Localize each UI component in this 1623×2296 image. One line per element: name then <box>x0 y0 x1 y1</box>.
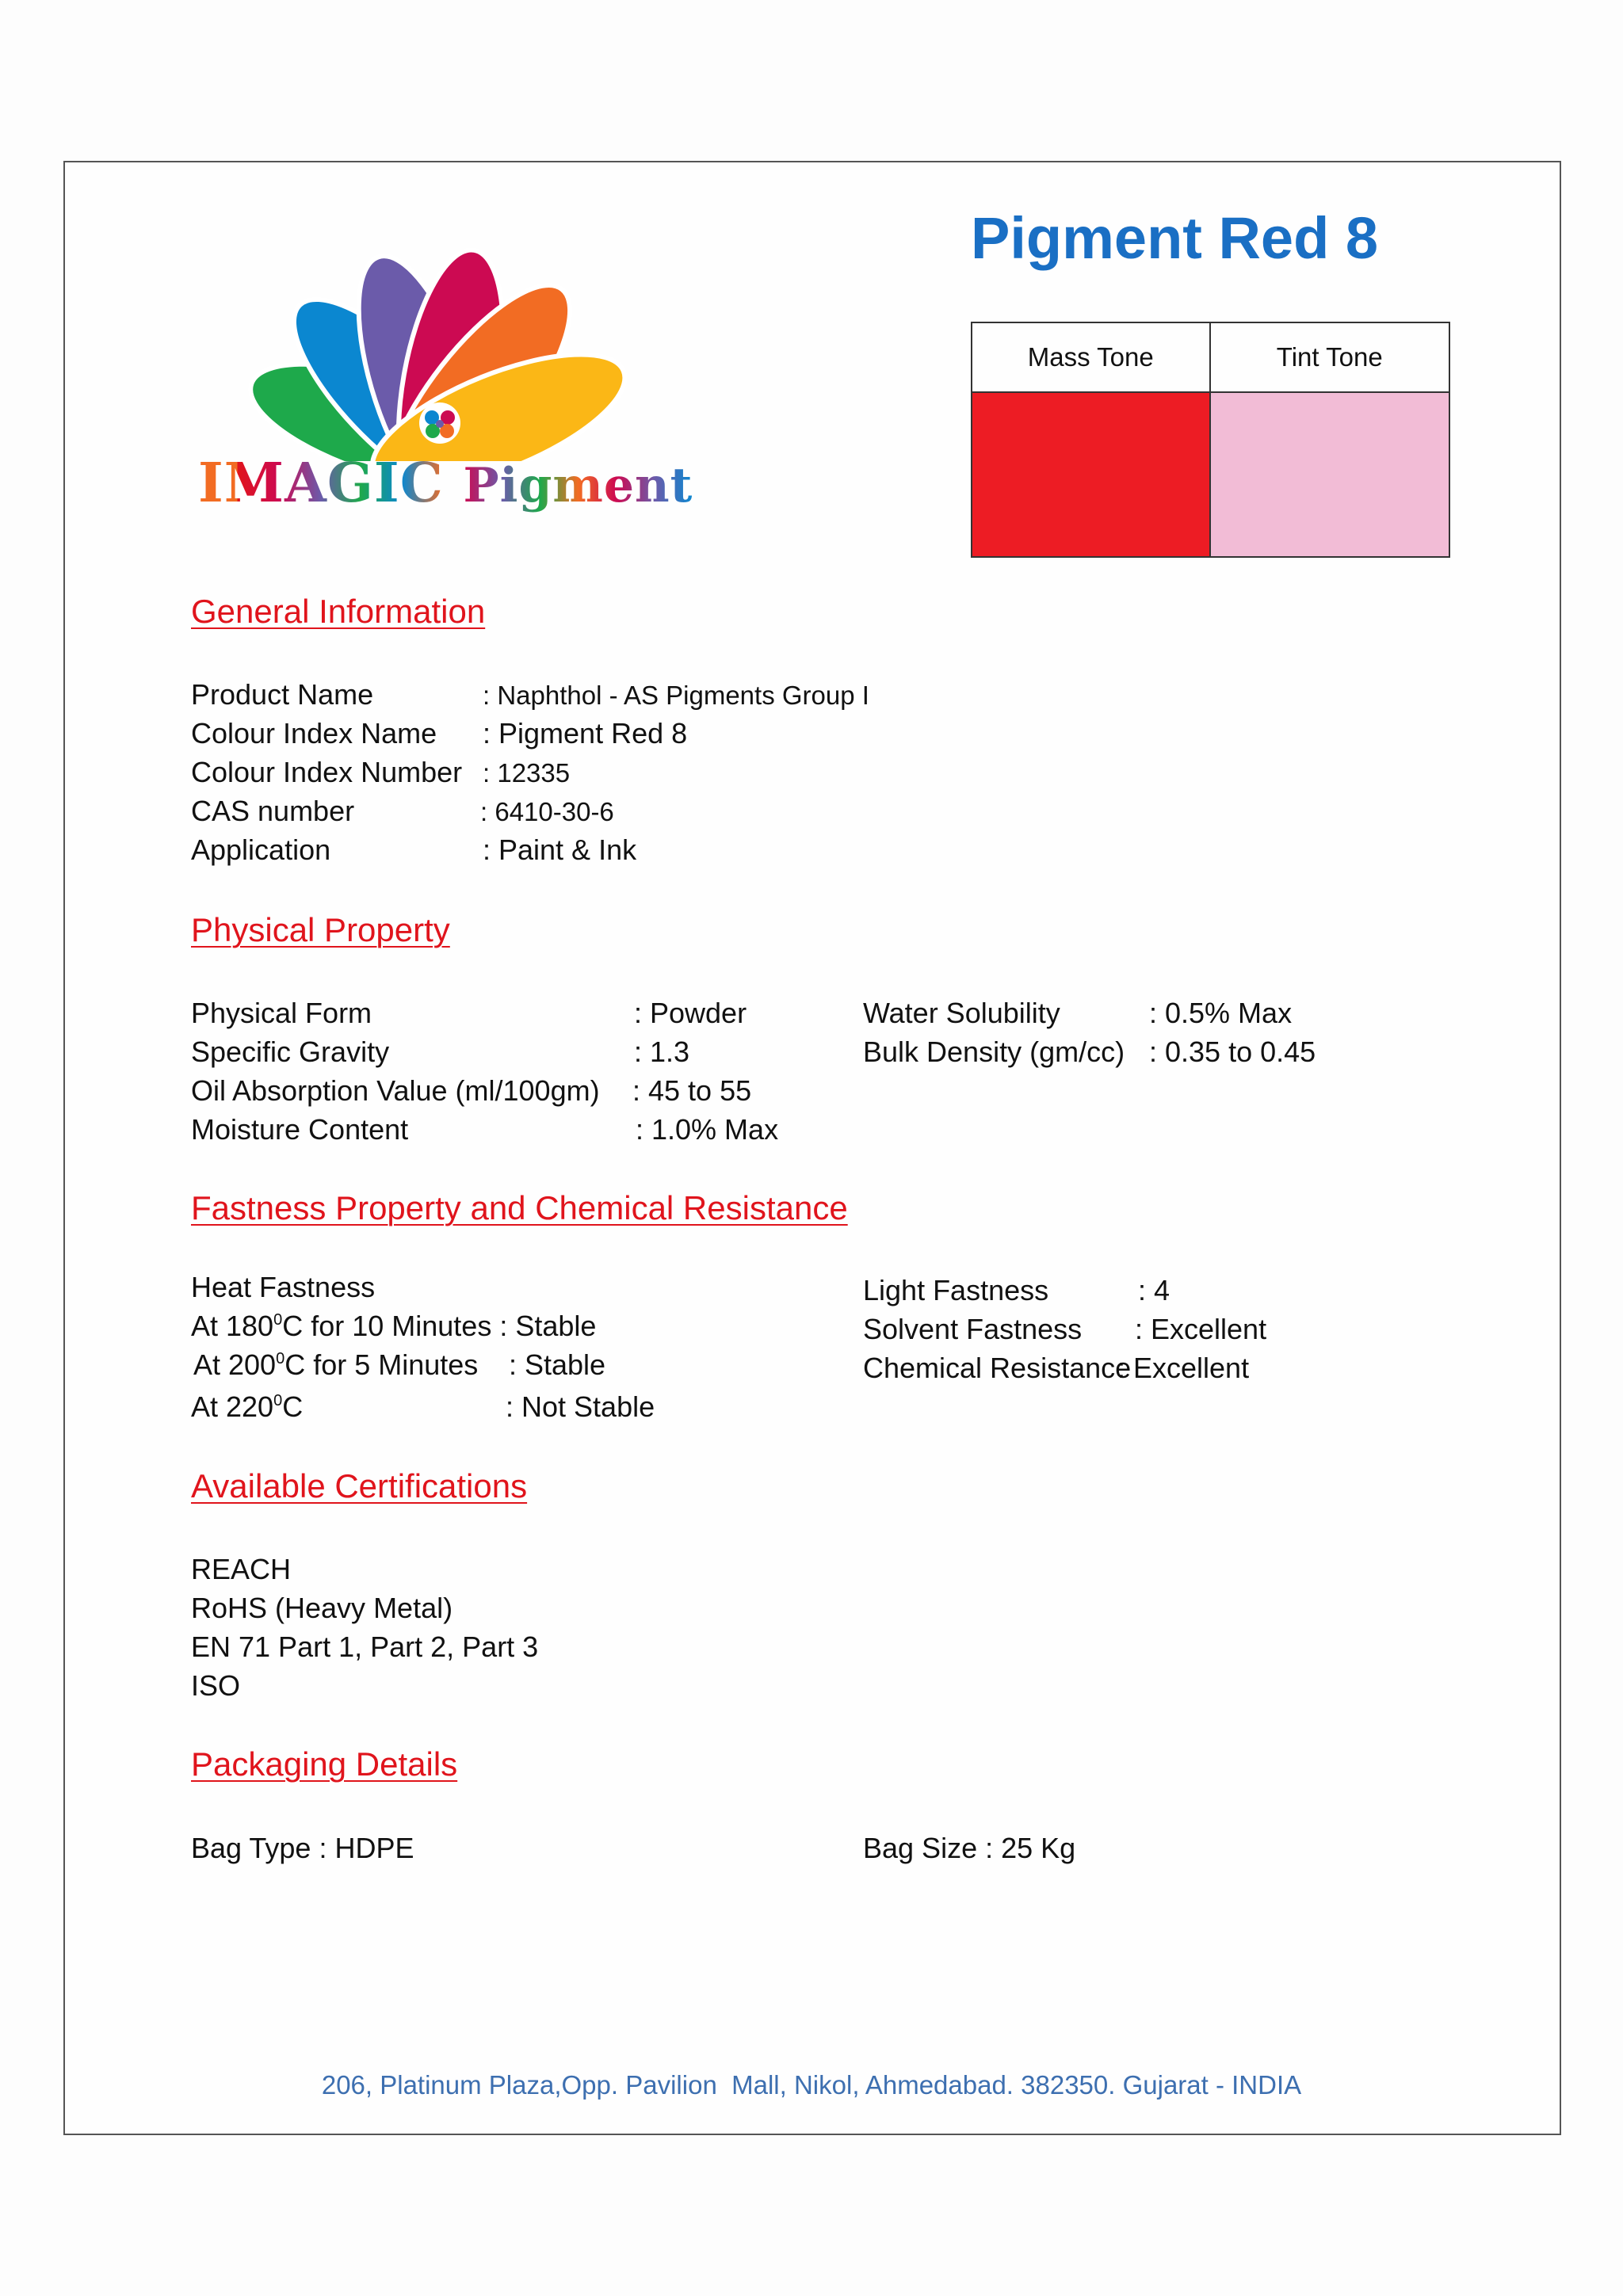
heat-fastness-title: Heat Fastness <box>191 1271 376 1303</box>
heat-pre: At 200 <box>193 1348 277 1381</box>
mass-tone-swatch <box>972 393 1211 556</box>
row-label: Colour Index Name <box>191 717 437 749</box>
row-label: Application <box>191 833 331 866</box>
fastness-value: : 4 <box>1138 1274 1170 1306</box>
heat-post: C for 10 Minutes <box>282 1310 492 1342</box>
physical-value: : 0.5% Max <box>1149 997 1293 1029</box>
section-heading-physical: Physical Property <box>191 911 450 948</box>
physical-value: : 1.0% Max <box>636 1113 779 1146</box>
certification-item: EN 71 Part 1, Part 2, Part 3 <box>191 1630 539 1663</box>
section-heading-certifications: Available Certifications <box>191 1467 528 1505</box>
heat-degree: 0 <box>273 1392 283 1409</box>
bag-type: Bag Type : HDPE <box>191 1832 414 1864</box>
page-title: Pigment Red 8 <box>971 205 1378 271</box>
fastness-value: : Excellent <box>1117 1352 1250 1384</box>
physical-value: : 1.3 <box>634 1035 690 1068</box>
section-heading-packaging: Packaging Details <box>191 1745 458 1783</box>
physical-value: : 0.35 to 0.45 <box>1149 1035 1316 1068</box>
heat-pre: At 180 <box>191 1310 274 1342</box>
heat-post: C <box>282 1390 304 1423</box>
row-value: : Naphthol - AS Pigments Group I <box>483 681 869 710</box>
physical-label: Physical Form <box>191 997 372 1029</box>
row-value: : 6410-30-6 <box>480 797 614 826</box>
row-label: Product Name <box>191 678 374 711</box>
general-row <box>191 756 462 789</box>
heat-degree: 0 <box>276 1350 285 1367</box>
fastness-label: Light Fastness <box>863 1274 1049 1306</box>
certification-item: ISO <box>191 1669 241 1702</box>
fastness-label: Chemical Resistance <box>863 1352 1132 1384</box>
heat-post: C for 5 Minutes <box>285 1348 479 1381</box>
certification-item: RoHS (Heavy Metal) <box>191 1592 453 1624</box>
general-row <box>191 795 354 828</box>
row-value: : Paint & Ink <box>483 833 637 866</box>
mass-tone-header: Mass Tone <box>972 323 1211 393</box>
physical-value: : Powder <box>634 997 747 1029</box>
peacock-logo-icon <box>190 176 689 461</box>
physical-label: Specific Gravity <box>191 1035 390 1068</box>
heat-pre: At 220 <box>191 1390 274 1423</box>
logo-word-pigment: Pigment <box>463 458 693 513</box>
physical-label: Oil Absorption Value (ml/100gm) <box>191 1074 600 1107</box>
general-row <box>191 833 330 867</box>
fastness-value: : Excellent <box>1135 1313 1267 1345</box>
heat-value: : Stable <box>499 1310 597 1342</box>
section-heading-fastness: Fastness Property and Chemical Resistance <box>191 1189 848 1226</box>
footer-address: 206, Platinum Plaza,Opp. Pavilion Mall, Nikol, Ahmedabad. 382350. Gujarat - INDIA <box>321 2070 1302 2100</box>
tint-tone-swatch <box>1211 393 1449 556</box>
logo-wordmark <box>198 452 693 515</box>
heat-condition <box>193 1348 478 1382</box>
heat-degree: 0 <box>273 1311 283 1329</box>
logo-word-imagic: IMAGIC <box>198 452 444 515</box>
heat-condition <box>191 1390 303 1424</box>
tint-tone-header: Tint Tone <box>1211 323 1449 393</box>
section-heading-general: General Information <box>191 593 486 630</box>
physical-label: Bulk Density (gm/cc) <box>863 1035 1125 1068</box>
heat-value: : Not Stable <box>506 1390 655 1423</box>
physical-label: Moisture Content <box>191 1113 409 1146</box>
tone-table <box>971 322 1450 558</box>
row-value: : Pigment Red 8 <box>483 717 688 749</box>
certification-item: REACH <box>191 1553 292 1585</box>
physical-value: : 45 to 55 <box>632 1074 752 1107</box>
physical-label: Water Solubility <box>863 997 1060 1029</box>
heat-value: : Stable <box>509 1348 606 1381</box>
row-label: Colour Index Number <box>191 756 463 788</box>
general-row <box>191 678 373 711</box>
general-row <box>191 717 437 750</box>
fastness-label: Solvent Fastness <box>863 1313 1083 1345</box>
row-value: : 12335 <box>483 758 571 788</box>
heat-condition <box>191 1310 596 1343</box>
row-label: CAS number <box>191 795 355 827</box>
bag-size: Bag Size : 25 Kg <box>863 1832 1076 1864</box>
